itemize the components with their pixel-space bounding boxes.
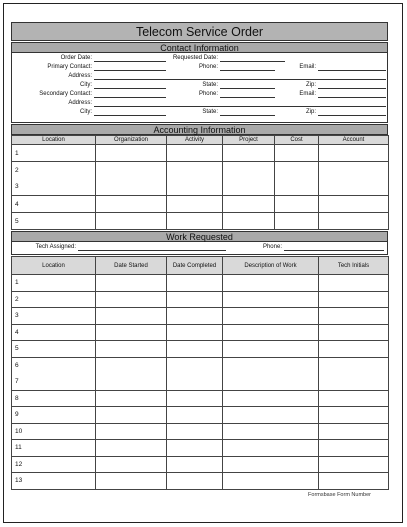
table-cell[interactable] [275,145,319,162]
col-project: Project [223,136,275,145]
table-row[interactable]: 1 [12,275,96,292]
table-cell[interactable] [223,145,275,162]
secondary-state-field[interactable] [220,109,275,116]
table-row[interactable]: 5 [12,213,96,230]
primary-city-label: City: [80,82,92,88]
secondary-city-label: City: [80,109,92,115]
table-cell[interactable] [319,390,389,407]
table-row[interactable]: 4 [12,324,96,341]
contact-info-header: Contact Information [11,42,388,53]
table-cell[interactable] [167,440,223,457]
table-cell[interactable] [96,145,167,162]
table-cell[interactable] [167,196,223,213]
primary-email-field[interactable] [318,64,386,71]
accounting-table [11,135,389,230]
table-cell[interactable] [167,291,223,308]
table-cell[interactable] [96,162,167,196]
table-cell[interactable] [167,456,223,473]
form-number-footer: Formsbase Form Number [308,492,371,498]
table-cell[interactable] [319,308,389,325]
form-title: Telecom Service Order [11,22,388,41]
tech-assigned-section [11,241,388,255]
col-tech-initials: Tech Initials [319,257,389,275]
table-cell[interactable] [319,324,389,341]
table-cell[interactable] [96,324,167,341]
primary-address-field[interactable] [94,73,386,80]
secondary-address-label: Address: [68,100,92,106]
secondary-contact-label: Secondary Contact: [39,91,92,97]
col-cost: Cost [275,136,319,145]
table-cell[interactable] [223,357,319,390]
table-cell[interactable] [223,456,319,473]
col-location: Location [12,136,96,145]
table-cell[interactable] [319,407,389,424]
table-row[interactable]: 1 [12,145,96,162]
table-cell[interactable] [223,275,319,292]
table-cell[interactable] [167,324,223,341]
table-row[interactable]: 13 [12,473,96,490]
table-cell[interactable] [167,275,223,292]
primary-zip-field[interactable] [318,82,386,89]
table-cell[interactable] [319,341,389,358]
table-cell[interactable] [167,390,223,407]
requested-date-label: Requested Date: [172,55,218,61]
work-table [11,256,389,490]
table-cell[interactable] [319,213,389,230]
table-row[interactable]: 10 [12,423,96,440]
table-cell[interactable] [167,308,223,325]
table-cell[interactable] [319,357,389,390]
secondary-state-label: State: [202,109,218,115]
table-cell[interactable] [223,213,275,230]
primary-address-label: Address: [68,73,92,79]
secondary-email-field[interactable] [318,91,386,98]
table-cell[interactable] [167,473,223,490]
secondary-zip-field[interactable] [318,109,386,116]
table-cell[interactable] [96,308,167,325]
primary-email-label: Email: [299,64,316,70]
primary-contact-label: Primary Contact: [47,64,92,70]
tech-phone-label: Phone: [262,244,282,250]
secondary-phone-field[interactable] [220,91,275,98]
primary-state-label: State: [202,82,218,88]
table-row[interactable]: 12 [12,456,96,473]
primary-contact-field[interactable] [94,64,166,71]
work-requested-header: Work Requested [11,231,388,242]
secondary-contact-field[interactable] [94,91,166,98]
table-cell[interactable] [223,308,319,325]
order-date-field[interactable] [94,55,166,62]
table-cell[interactable] [167,162,223,196]
table-cell[interactable] [96,423,167,440]
primary-phone-field[interactable] [220,64,275,71]
col-date-started: Date Started [96,257,167,275]
table-cell[interactable] [223,407,319,424]
secondary-city-field[interactable] [94,109,166,116]
table-cell[interactable] [319,473,389,490]
table-cell[interactable] [96,407,167,424]
table-cell[interactable] [223,473,319,490]
accounting-info-header: Accounting Information [11,124,388,135]
table-row[interactable]: 8 [12,390,96,407]
table-cell[interactable] [167,423,223,440]
table-cell[interactable] [223,423,319,440]
table-cell[interactable] [96,390,167,407]
table-cell[interactable] [223,196,275,213]
primary-state-field[interactable] [220,82,275,89]
table-cell[interactable] [319,145,389,162]
secondary-email-label: Email: [299,91,316,97]
col-activity: Activity [167,136,223,145]
table-cell[interactable] [96,473,167,490]
table-row[interactable]: 11 [12,440,96,457]
table-row[interactable]: 3 [12,308,96,325]
secondary-phone-label: Phone: [198,91,218,97]
primary-zip-label: Zip: [305,82,316,88]
table-row[interactable]: 9 [12,407,96,424]
table-row[interactable]: 7 [12,374,96,391]
table-cell[interactable] [319,162,389,196]
table-cell[interactable] [96,440,167,457]
table-cell[interactable] [96,456,167,473]
table-cell[interactable] [96,357,167,390]
table-cell[interactable] [223,341,319,358]
table-cell[interactable] [167,341,223,358]
secondary-address-field[interactable] [94,100,386,107]
table-cell[interactable] [167,407,223,424]
col-account: Account [319,136,389,145]
order-date-label: Order Date: [60,55,92,61]
col-date-completed: Date Completed [167,257,223,275]
table-cell[interactable] [167,145,223,162]
tech-phone-field[interactable] [284,244,384,251]
col-description: Description of Work [223,257,319,275]
tech-assigned-label: Tech Assigned: [35,244,76,250]
table-cell[interactable] [96,291,167,308]
table-cell[interactable] [319,291,389,308]
table-cell[interactable] [275,162,319,196]
table-cell[interactable] [275,213,319,230]
requested-date-field[interactable] [220,55,285,62]
table-cell[interactable] [223,440,319,457]
table-row[interactable]: 2 [12,162,96,179]
table-cell[interactable] [319,275,389,292]
primary-city-field[interactable] [94,82,166,89]
col-organization: Organization [96,136,167,145]
table-cell[interactable] [223,162,275,196]
table-row[interactable]: 3 [12,179,96,196]
table-cell[interactable] [223,324,319,341]
table-cell[interactable] [319,456,389,473]
secondary-zip-label: Zip: [305,109,316,115]
table-cell[interactable] [167,357,223,390]
table-row[interactable]: 5 [12,341,96,358]
contact-info-section [11,53,388,123]
table-cell[interactable] [96,196,167,213]
col-work-location: Location [12,257,96,275]
table-cell[interactable] [319,423,389,440]
table-cell[interactable] [319,196,389,213]
table-cell[interactable] [96,341,167,358]
table-row[interactable]: 2 [12,291,96,308]
table-cell[interactable] [275,196,319,213]
table-cell[interactable] [223,390,319,407]
primary-phone-label: Phone: [198,64,218,70]
table-cell[interactable] [223,291,319,308]
table-row[interactable]: 4 [12,196,96,213]
table-cell[interactable] [167,213,223,230]
table-cell[interactable] [96,213,167,230]
table-cell[interactable] [96,275,167,292]
tech-assigned-field[interactable] [78,244,226,251]
table-row[interactable]: 6 [12,357,96,374]
table-cell[interactable] [319,440,389,457]
